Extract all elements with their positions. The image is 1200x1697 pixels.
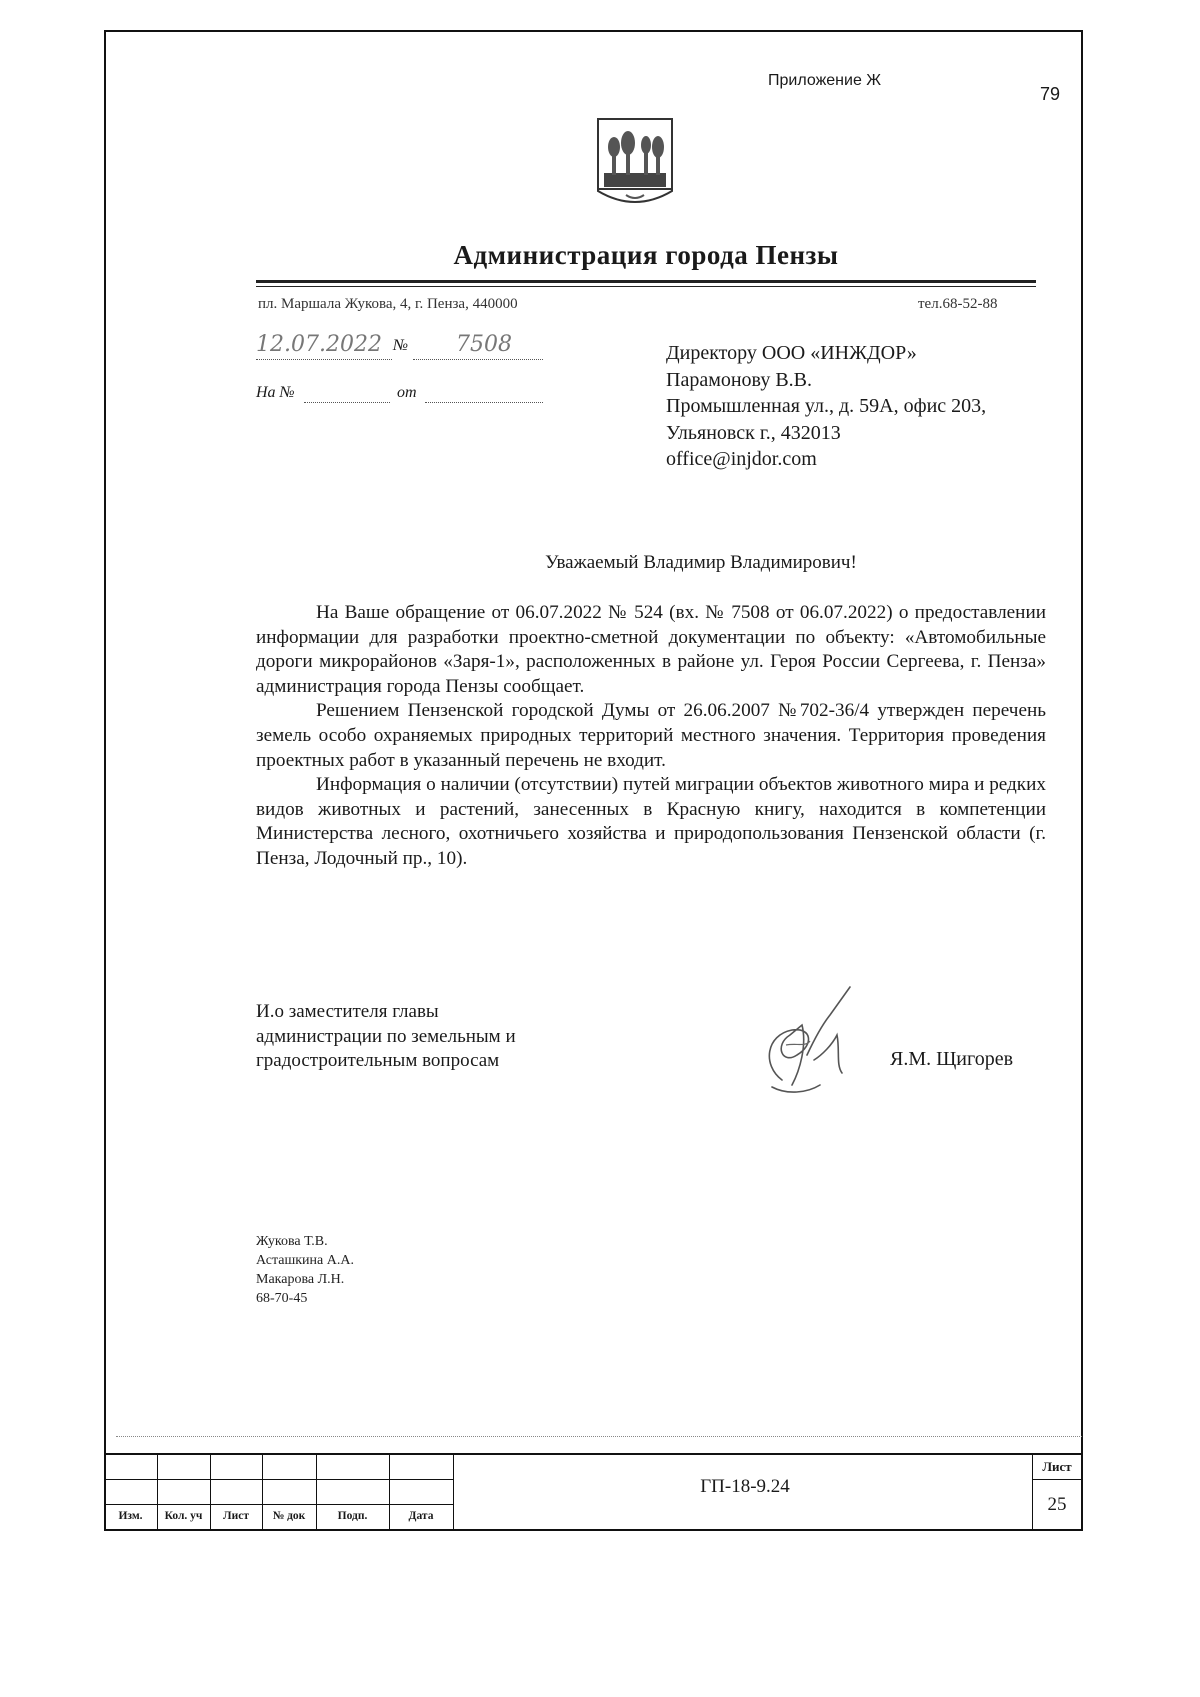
outgoing-number: 7508 xyxy=(456,332,512,357)
dotted-separator xyxy=(116,1436,1082,1437)
greeting: Уважаемый Владимир Владимирович! xyxy=(545,552,857,573)
city-coat-of-arms-icon xyxy=(596,117,674,209)
organization-name: Администрация города Пензы xyxy=(453,240,839,270)
reply-date-underline xyxy=(425,402,543,403)
title-block-divider xyxy=(453,1453,454,1531)
page-number: 79 xyxy=(1040,84,1061,104)
executor-name: Макарова Л.Н. xyxy=(256,1272,345,1287)
letter-body xyxy=(256,601,1046,872)
recipient-line: Парамонову В.В. xyxy=(666,368,812,391)
body-paragraph: Информация о наличии (отсутствии) путей миграции объектов животного мира и редких видов животных и растений, занесенных в Красную книгу, находится в компетенции Министерства лесного, охотничьего хозяйства и природопользования Пензенской области (г. Пенза, Лодочный пр., 10). xyxy=(256,774,1046,869)
number-underline xyxy=(413,359,543,360)
organization-address: пл. Маршала Жукова, 4, г. Пенза, 440000 xyxy=(258,296,518,312)
recipient-line: Ульяновск г., 432013 xyxy=(666,421,841,444)
recipient-line: Директору ООО «ИНЖДОР» xyxy=(666,342,917,364)
column-doc-number: № док xyxy=(272,1510,306,1522)
outgoing-number-label: № xyxy=(393,337,409,354)
position-line: градостроительным вопросам xyxy=(256,1050,500,1071)
outgoing-date: 12.07.2022 xyxy=(256,332,382,357)
position-line: И.о заместителя главы xyxy=(256,1001,439,1022)
sheet-label: Лист xyxy=(1042,1459,1072,1474)
column-kol-uch: Кол. уч xyxy=(164,1510,203,1522)
reply-from-label: от xyxy=(397,384,417,401)
executor-phone: 68-70-45 xyxy=(256,1291,308,1306)
title-block-rule xyxy=(1032,1479,1083,1480)
position-line: администрации по земельным и xyxy=(256,1025,516,1047)
signatory-position xyxy=(256,1000,516,1074)
reply-number-underline xyxy=(304,402,390,403)
sheet-number: 25 xyxy=(1047,1494,1067,1515)
date-underline xyxy=(256,359,392,360)
column-list: Лист xyxy=(223,1510,249,1522)
body-paragraph: Решением Пензенской городской Думы от 26.06.2007 №702-36/4 утвержден перечень земель особо охраняемых природных территорий местного значения. Территория проведения проектных работ в указанный перечень не входит. xyxy=(256,700,1046,771)
recipient-block xyxy=(666,340,986,473)
reply-number-label: На № xyxy=(256,384,295,401)
appendix-label: Приложение Ж xyxy=(768,72,882,89)
column-signature: Подп. xyxy=(337,1510,368,1522)
header-rule-thin xyxy=(256,286,1036,287)
body-paragraph: На Ваше обращение от 06.07.2022 № 524 (вх. № 7508 от 06.07.2022) о предоставлении информации для разработки проектно-сметной документации по объекту: «Автомобильные дороги микрорайонов «Заря-1», расположенных в районе ул. Героя России Сергеева, г. Пенза» администрация города Пензы сообщает. xyxy=(256,602,1046,697)
executor-name: Асташкина А.А. xyxy=(256,1253,354,1268)
recipient-email: office@injdor.com xyxy=(666,448,817,470)
executors-block xyxy=(256,1232,354,1308)
signatory-name: Я.М. Щигорев xyxy=(890,1048,1014,1070)
header-rule xyxy=(256,280,1036,283)
handwritten-signature-icon xyxy=(752,985,862,1105)
column-izm: Изм. xyxy=(118,1510,143,1522)
organization-phone: тел.68-52-88 xyxy=(918,296,998,312)
executor-name: Жукова Т.В. xyxy=(256,1234,328,1249)
column-date: Дата xyxy=(408,1510,434,1522)
recipient-line: Промышленная ул., д. 59А, офис 203, xyxy=(666,395,987,417)
document-code: ГП-18-9.24 xyxy=(700,1476,790,1497)
